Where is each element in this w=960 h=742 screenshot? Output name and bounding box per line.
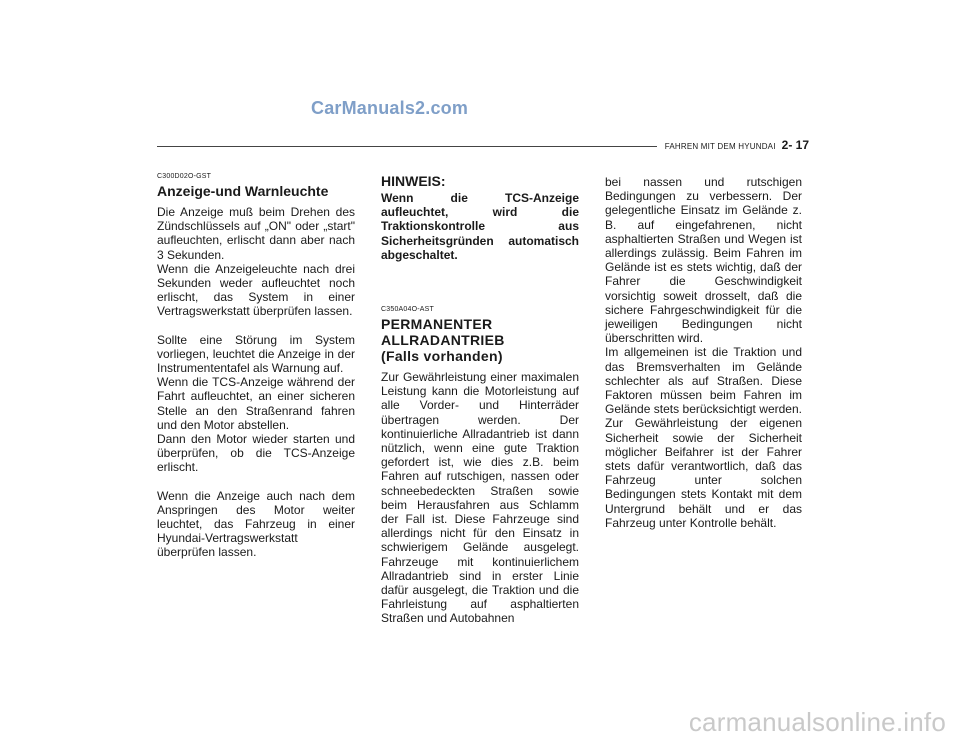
paragraph: Dann den Motor wieder starten und überprüfen, ob die TCS-Anzeige erlischt. xyxy=(157,432,355,475)
column-left xyxy=(157,173,355,560)
paragraph: Zur Gewährleistung einer maximalen Leistung kann die Motorleistung auf alle Vorder- und Hinterräder übertragen werden. Der kontinuierliche Allradantrieb ist dann nützlich, wenn eine gute Traktion gefordert ist, wie dies z.B. beim Fahren auf rutschigen, nassen oder schneebedeckten Straßen sowie beim Herausfahren aus Schlamm der Fall ist. Diese Fahrzeuge sind allerdings nicht für den Einsatz in schwierigem Gelände ausgelegt. Fahrzeuge mit kontinuierlichem Allradantrieb sind in erster Linie dafür ausgelegt, die Traktion und die Fahrleistung auf asphaltierten Straßen und Autobahnen xyxy=(381,370,579,626)
section-code: C350A04O-AST xyxy=(381,306,434,314)
paragraph: Wenn die TCS-Anzeige während der Fahrt aufleuchtet, an einer sicheren Stelle an den Straßenrand fahren und den Motor abstellen. xyxy=(157,375,355,432)
note-text: Wenn die TCS-Anzeige aufleuchtet, wird die Traktionskontrolle aus Sicherheitsgründen automatisch abgeschaltet. xyxy=(381,191,579,262)
page-number: 2- 17 xyxy=(781,138,809,152)
section-code: C300D02O-GST xyxy=(157,173,212,180)
paragraph: Im allgemeinen ist die Traktion und das Bremsverhalten im Gelände schlechter als auf Straßen. Diese Faktoren müssen beim Fahren im Gelände stets berücksichtigt werden. Zur Gewährleistung der eigenen Sicherheit sowie der Sicherheit möglicher Beifahrer ist der Fahrer stets dafür verantwortlich, daß das Fahrzeug unter solchen Bedingungen stets Kontakt mit dem Untergrund behält und er das Fahrzeug unter Kontrolle behält. xyxy=(605,345,802,530)
column-middle xyxy=(381,173,579,626)
watermark-carmanualsonline[interactable]: carmanualsonline.info xyxy=(688,707,946,737)
column-right xyxy=(605,175,802,530)
heading-line: PERMANENTER xyxy=(381,316,493,333)
running-title: FAHREN MIT DEM HYUNDAI xyxy=(664,142,776,151)
paragraph: Die Anzeige muß beim Drehen des Zündschlüssels auf „ON" oder „start" aufleuchten, erlischt dann aber nach 3 Sekunden. xyxy=(157,205,355,262)
paragraph: Sollte eine Störung im System vorliegen, leuchtet die Anzeige in der Instrumententafel als Warnung auf. xyxy=(157,332,355,376)
section-heading-awd xyxy=(381,316,579,364)
heading-line: ALLRADANTRIEB xyxy=(381,332,505,349)
paragraph: Wenn die Anzeigeleuchte nach drei Sekunden weder aufleuchtet noch erlischt, das System in einer Vertragswerkstatt überprüfen lassen. xyxy=(157,261,355,319)
heading-line: (Falls vorhanden) xyxy=(381,348,503,365)
section-heading-warning-light: Anzeige-und Warnleuchte xyxy=(157,183,329,199)
note-title: HINWEIS: xyxy=(381,173,446,189)
paragraph: bei nassen und rutschigen Bedingungen zu verbessern. Der gelegentliche Einsatz im Gelände z. B. auf eingefahrenen, nicht asphaltierten Straßen und Wegen ist allerdings zulässig. Beim Fahren im Gelände ist es stets wichtig, daß der Fahrer die Geschwindigkeit vorsichtig soweit drosselt, daß die sichere Fahrgeschwindigkeit für die jeweiligen Bedingungen nicht überschritten wird. xyxy=(605,175,802,346)
page-header xyxy=(657,138,809,152)
watermark-carmanuals2[interactable]: CarManuals2.com xyxy=(311,98,469,118)
paragraph: Wenn die Anzeige auch nach dem Anspringen des Motor weiter leuchtet, das Fahrzeug in einer Hyundai-Vertragswerkstatt überprüfen lassen. xyxy=(157,488,355,560)
